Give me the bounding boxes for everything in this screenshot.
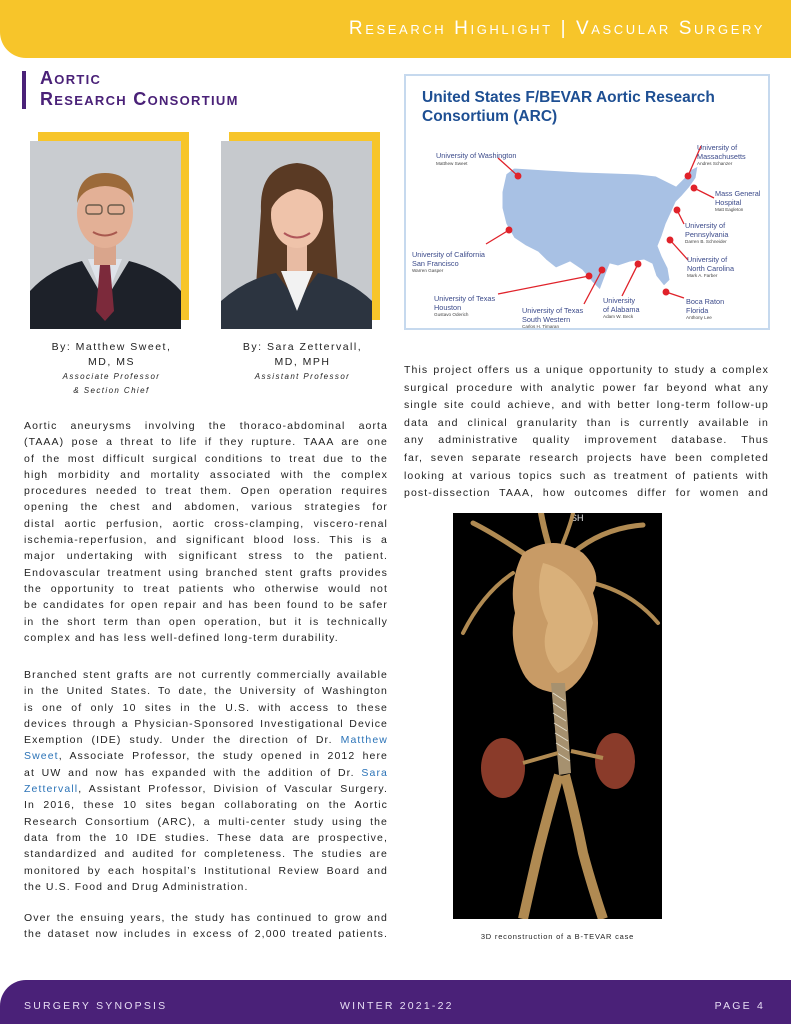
- image-marker: SH: [571, 513, 584, 523]
- section-title-line2: Research Consortium: [40, 89, 239, 109]
- text-segment: at UW and now has expanded with the addition of Dr.: [24, 766, 355, 779]
- site-name: Massachusetts: [697, 151, 746, 161]
- link-matthew-sweet-2[interactable]: Sweet: [24, 750, 59, 763]
- text-line: major undertaking with significant stress to the patient.: [24, 550, 388, 563]
- site-name: South Western: [522, 314, 571, 324]
- text-line: distal aortic perfusion, aortic cross-clamping, viscero-renal: [24, 517, 388, 530]
- site-pi: Gustavo Oderich: [434, 312, 469, 318]
- text-segment: , Assistant Professor, Division of Vascular Surgery.: [78, 783, 388, 796]
- site-pi: Carlos H. Timaran: [522, 324, 560, 330]
- paragraph-stent-grafts: [24, 667, 388, 895]
- text-line: (TAAA) pose a threat to life if they rupture. TAAA are one: [24, 436, 388, 449]
- byline-sweet-degree: MD, MS: [88, 356, 135, 368]
- text-line: data and clinical granularity than is currently available in: [404, 416, 769, 429]
- site-pi: Mark A. Farber: [687, 273, 718, 279]
- text-line: Research Consortium (ARC), a multi-center study using the: [24, 815, 388, 828]
- text-line: far, seven separate research projects have been completed: [404, 451, 769, 464]
- marker-massachusetts: [685, 173, 691, 179]
- site-name: Mass General: [715, 189, 761, 198]
- link-sara-zettervall[interactable]: Sara: [361, 766, 388, 779]
- marker-boca-raton: [663, 289, 669, 295]
- site-name: Hospital: [715, 197, 742, 207]
- site-name: University of Washington: [436, 151, 517, 160]
- text-line: the U.S. Food and Drug Administration.: [24, 880, 249, 893]
- text-line: the opportunity to treat patients who otherwise would not: [24, 582, 388, 595]
- section-title: [40, 68, 239, 110]
- site-name: University of: [685, 221, 726, 230]
- byline-zettervall-name: By: Sara Zettervall,: [242, 341, 363, 353]
- byline-sweet-role: Associate Professor: [62, 372, 161, 381]
- site-label-north-carolina: [687, 256, 734, 279]
- site-label-south-western: [522, 307, 583, 330]
- text-line: Over the ensuing years, the study has continued to grow and: [24, 912, 388, 924]
- site-pi: Matthew Sweet: [436, 160, 468, 166]
- marker-washington: [515, 173, 521, 179]
- site-pi: Andres Schanzer: [697, 161, 733, 167]
- text-line: [24, 732, 388, 748]
- text-line: This project offers us a unique opportunity to study a complex: [404, 364, 769, 376]
- marker-pennsylvania: [674, 207, 680, 213]
- us-map: [406, 76, 768, 328]
- site-name: North Carolina: [687, 263, 735, 273]
- byline-zettervall-degree: MD, MPH: [274, 356, 331, 368]
- site-name: University: [603, 296, 636, 305]
- byline-sweet: [30, 340, 193, 398]
- text-line: complex and has less well-defined long-term durability.: [24, 631, 339, 644]
- paragraph-intro: [24, 418, 388, 646]
- site-label-mass-general: [715, 190, 760, 213]
- site-name: University of Texas: [522, 306, 584, 315]
- site-name: University of: [697, 143, 738, 152]
- text-line: post-dissection TAAA, how outcomes differ for women and: [404, 487, 769, 500]
- text-segment: , Associate Professor, the study opened in 2012 here: [58, 750, 388, 763]
- text-line: opening the chest and abdomen, various strategies for: [24, 501, 388, 514]
- site-name: Pennsylvania: [685, 229, 729, 239]
- footer-publication: SURGERY SYNOPSIS: [24, 1000, 168, 1012]
- marker-north-carolina: [667, 237, 673, 243]
- text-line: monitored by each hospital’s Institutional Review Board and: [24, 864, 388, 877]
- text-line: in the short term than open operation, but it is technically: [24, 615, 388, 628]
- site-label-alabama: [603, 297, 640, 320]
- site-name: University of Texas: [434, 294, 496, 303]
- text-line: looking at various topics such as treatment of patients with: [404, 469, 769, 482]
- text-line: Endovascular treatment using branched stent grafts provides: [24, 566, 388, 579]
- site-pi: Anthony Lee: [686, 315, 712, 321]
- section-accent-bar: [22, 71, 26, 109]
- text-line: is one of only 10 sites in the U.S. with access to these: [24, 701, 388, 714]
- site-name: University of: [687, 255, 728, 264]
- map-title-line2: Consortium (ARC): [422, 108, 558, 125]
- text-line: Aortic aneurysms involving the thoraco-abdominal aorta: [24, 420, 388, 432]
- site-pi: Warren Gasper: [412, 268, 444, 274]
- site-label-pennsylvania: [685, 222, 728, 245]
- paragraph-dataset: [24, 910, 388, 943]
- site-pi: Adam W. Beck: [603, 314, 634, 320]
- text-line: [24, 748, 388, 764]
- text-line: be candidates for open repair and has been found to be safer: [24, 599, 388, 612]
- site-label-ucsf: [412, 251, 485, 274]
- text-line: data from the 10 IDE studies. These data are prospective,: [24, 831, 388, 844]
- marker-alabama: [635, 261, 641, 267]
- footer-page-number: PAGE 4: [714, 1000, 765, 1012]
- site-name: of Alabama: [603, 304, 640, 314]
- text-line: the dataset now includes in excess of 2,000 treated patients.: [24, 928, 388, 941]
- link-matthew-sweet[interactable]: Matthew: [340, 734, 388, 747]
- site-pi: Darren B. Schneider: [685, 239, 727, 245]
- site-label-washington: [436, 152, 516, 167]
- text-line: standardized and audited for completeness. The studies are: [24, 848, 388, 861]
- map-title-line1: United States F/BEVAR Aortic Research: [422, 89, 715, 106]
- text-line: [24, 781, 388, 797]
- site-name: San Francisco: [412, 258, 459, 268]
- marker-south-western: [599, 267, 605, 273]
- text-line: devices through a Physician-Sponsored Investigational Device: [24, 717, 388, 730]
- section-title-line1: Aortic: [40, 68, 102, 88]
- site-name: University of California: [412, 250, 485, 259]
- site-name: Boca Raton: [686, 297, 725, 306]
- page-header: [0, 0, 791, 58]
- site-name: Florida: [686, 305, 709, 315]
- site-label-massachusetts: [697, 144, 746, 167]
- text-line: procedures needed to treat them. Open operation requires: [24, 485, 388, 498]
- byline-sweet-name: By: Matthew Sweet,: [51, 341, 172, 353]
- footer-issue: WINTER 2021-22: [340, 1000, 454, 1012]
- byline-sweet-role2: & Section Chief: [73, 386, 150, 395]
- arc-map-figure: [404, 74, 770, 330]
- header-title: Research Highlight | Vascular Surgery: [348, 18, 765, 39]
- text-line: any administrative quality improvement database. Thus: [404, 434, 769, 447]
- byline-zettervall: [221, 340, 384, 384]
- site-pi: Matt Eagleton: [715, 207, 744, 213]
- link-sara-zettervall-2[interactable]: Zettervall: [24, 783, 79, 796]
- text-line: single site could achieve, and with better long-term follow-up: [404, 399, 769, 412]
- marker-houston: [586, 273, 592, 279]
- text-line: surgical procedure with analytic power far beyond what any: [404, 381, 769, 394]
- text-line: of the most difficult surgical conditions to treat due to the: [24, 452, 388, 465]
- text-line: [24, 765, 388, 781]
- text-line: ischemia-reperfusion, and significant blood loss. This is a: [24, 534, 388, 547]
- text-line: in the United States. To date, the University of Washington: [24, 685, 388, 698]
- marker-ucsf: [506, 227, 512, 233]
- text-segment: Exemption (IDE) study. Under the direction of Dr.: [24, 734, 333, 747]
- site-label-boca-raton: [686, 298, 724, 321]
- author-photo-zettervall: [221, 141, 372, 329]
- site-name: Houston: [434, 302, 462, 312]
- figure-caption: 3D reconstruction of a B-TEVAR case: [480, 932, 635, 941]
- text-line: Branched stent grafts are not currently commercially available: [24, 669, 388, 681]
- paragraph-project: [404, 362, 769, 503]
- site-label-houston: [434, 295, 495, 318]
- text-line: high morbidity and mortality associated with the complex: [24, 468, 388, 481]
- text-line: In 2016, these 10 sites began collaborating on the Aortic: [24, 799, 388, 812]
- byline-zettervall-role: Assistant Professor: [254, 372, 351, 381]
- marker-mass-general: [691, 185, 697, 191]
- ct-reconstruction-image: [453, 513, 662, 919]
- author-photo-sweet: [30, 141, 181, 329]
